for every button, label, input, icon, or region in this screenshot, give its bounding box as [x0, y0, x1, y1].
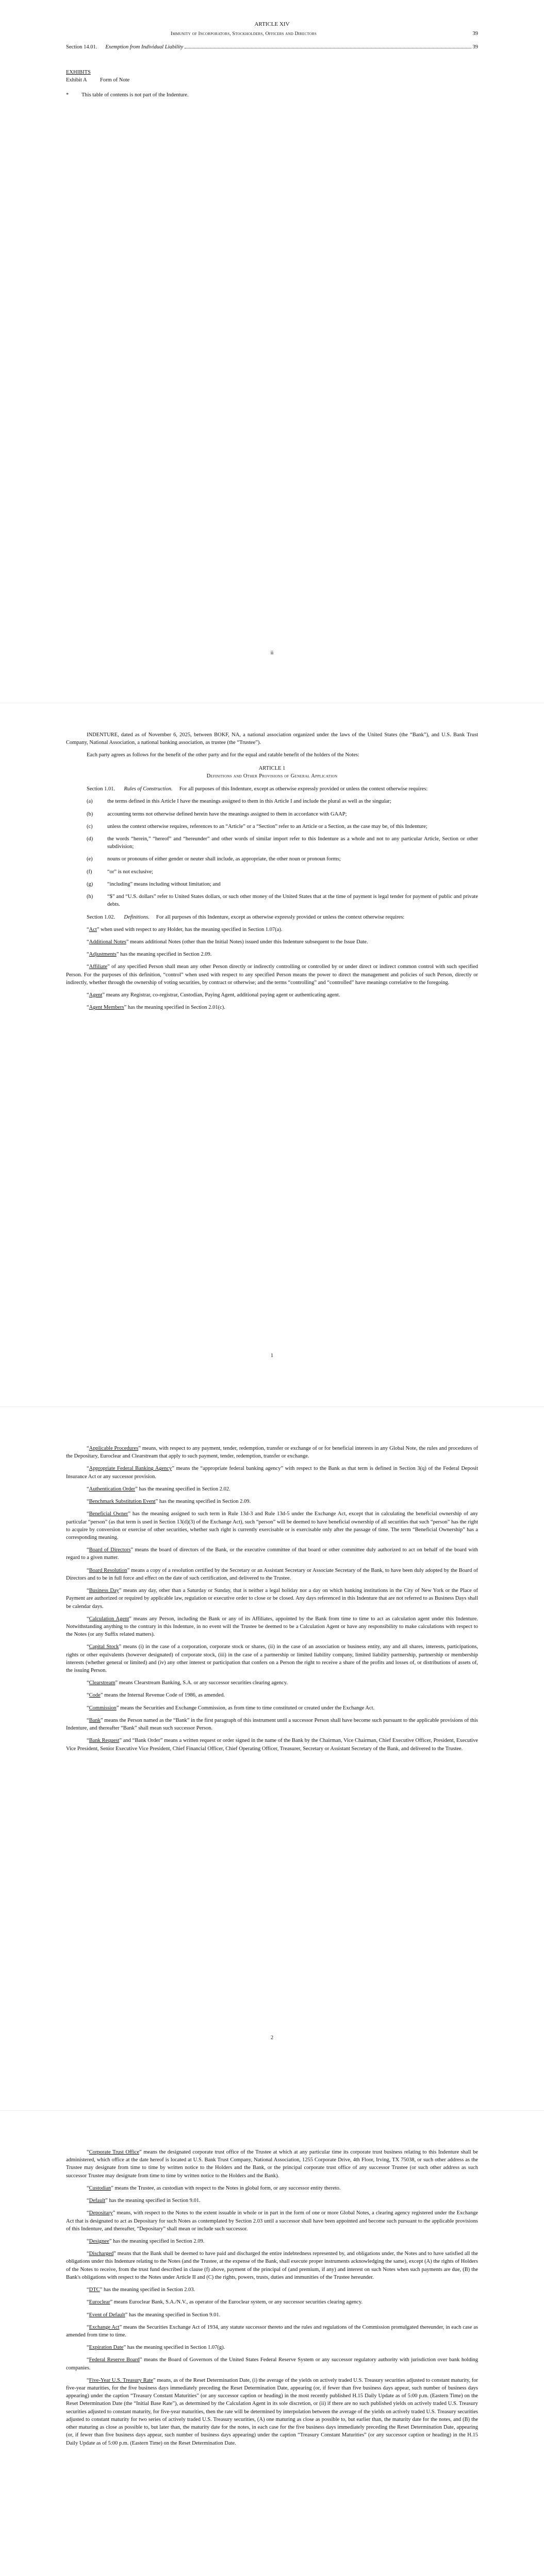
definition — [66, 2197, 478, 2205]
definition-text: ” means any day, other than a Saturday or Sunday, that is neither a legal holiday nor a day on which banking institutions in the City of New York or the Place of Payment are authorized or required by applicable law, regulation or executive order to close or be closed. Any days referenced in this Indenture that are not referred to as Business Days shall be calendar days. — [66, 1588, 478, 1609]
definition-text: ” means the Internal Revenue Code of 1986, as amended. — [100, 1692, 225, 1699]
definition — [66, 1498, 478, 1505]
definition-open-quote: “ — [87, 1717, 89, 1723]
section-1-01 — [66, 785, 478, 793]
definition-open-quote: “ — [87, 1499, 89, 1505]
definition-open-quote: “ — [87, 1446, 89, 1451]
construction-item — [87, 810, 478, 818]
item-text: “or” is not exclusive; — [107, 869, 153, 875]
definition-term: Depositary — [89, 2210, 113, 2216]
definition — [66, 1465, 478, 1480]
definition-term: Designee — [89, 2238, 109, 2244]
definition-term: Clearstream — [89, 1680, 116, 1686]
item-text: unless the context otherwise requires, references to an “Article” or a “Section” refer to an Article or a Section, as the case may be, of this Indenture; — [107, 823, 427, 829]
toc-section-num: Section 14.01. — [66, 44, 97, 50]
definition — [66, 1546, 478, 1562]
definition-open-quote: “ — [87, 1005, 89, 1011]
item-text: the terms defined in this Article I have the meanings assigned to them in this Article I and include the plural as well as the singular; — [107, 799, 391, 805]
definition — [66, 926, 478, 934]
page-1 — [0, 703, 544, 1406]
definition — [66, 2209, 478, 2233]
definition — [66, 1485, 478, 1493]
definition-term: Agent — [89, 992, 103, 998]
definition-term: Federal Reserve Board — [89, 2357, 140, 2363]
party-agreement: Each party agrees as follows for the benefit of the other party and for the equal and ratable benefit of the holders of the Notes: — [87, 752, 359, 758]
definition — [66, 1615, 478, 1639]
toc-section-row — [66, 43, 478, 51]
definition-text: ” has the meaning specified in Section 9.01. — [125, 2312, 221, 2318]
item-label: (c) — [87, 823, 93, 829]
definition — [66, 2148, 478, 2180]
definition-text: ” means the Person named as the “Bank” in the first paragraph of this instrument until a successor Person shall have become such pursuant to the applicable provisions of this Indenture, and thereafter “Bank” shall mean such successor Person. — [66, 1717, 478, 1732]
definition-open-quote: “ — [87, 1680, 89, 1686]
page-2 — [0, 1406, 544, 2110]
definition-text: ” means the Board of Governors of the United States Federal Reserve System or any successor regulatory authority with jurisdiction over bank holding companies. — [66, 2357, 478, 2371]
definition-open-quote: “ — [87, 2324, 89, 2330]
definition-term: Additional Notes — [89, 939, 126, 945]
definition-text: ” means any Person, including the Bank or any of its Affiliates, appointed by the Bank from time to time to act as calculation agent under this Indenture. Notwithstanding anything to the contrary in this Indenture, in no event will the Trustee be deemed to be a Calculation Agent or have any responsibility to make calculations with respect to the Notes (or any Suffix related matters). — [66, 1616, 478, 1638]
page-number: 2 — [270, 2035, 274, 2041]
section-1-01-title: Rules of Construction. — [124, 786, 173, 792]
definition — [66, 991, 478, 999]
definition-term: Agent Members — [89, 1005, 124, 1011]
item-label: (b) — [87, 811, 93, 817]
definition — [66, 1004, 478, 1011]
definition-text: ” means the Securities and Exchange Commission, as from time to time constituted or created under the Exchange Act. — [116, 1705, 375, 1711]
definition-open-quote: “ — [87, 2210, 89, 2216]
definition — [66, 1587, 478, 1611]
item-label: (g) — [87, 881, 93, 887]
definition-term: Event of Default — [89, 2312, 125, 2318]
definition-term: Bank Request — [89, 1738, 120, 1744]
definition-open-quote: “ — [87, 2312, 89, 2318]
definition-open-quote: “ — [87, 1567, 89, 1573]
definition — [66, 2250, 478, 2281]
item-label: (f) — [87, 869, 92, 875]
item-text: accounting terms not otherwise defined herein have the meanings assigned to them in accordance with GAAP; — [107, 811, 347, 817]
definition-term: Beneficial Owner — [89, 1511, 128, 1517]
definition — [66, 1510, 478, 1541]
definition-open-quote: “ — [87, 1616, 89, 1622]
definition-term: Code — [89, 1692, 101, 1699]
definition-term: Capital Stock — [89, 1644, 119, 1650]
definition — [66, 2377, 478, 2447]
definition-text: ” means (i) in the case of a corporation, corporate stock or shares, (ii) in the case of an association or business entity, any and all shares, interests, participations, rights or other equivalents (however designated) of corporate stock, (iii) in the case of a partnership or limited liability company, limited liability partnership, partnership or membership interests (whether general or limited) and (iv) any other interest or participation that confers on a Person the right to receive a share of the profits and losses of, or distributions of assets of, the issuing Person. — [66, 1644, 478, 1674]
definition — [66, 1679, 478, 1687]
article-1-title: Definitions and Other Provisions of General Application — [206, 773, 338, 779]
construction-items — [66, 798, 478, 908]
definition — [66, 2356, 478, 2371]
definition-text: ” means the board of directors of the Bank, or the executive committee of that board or other committee duly authorized to act on behalf of the board with regard to a given matter. — [66, 1547, 478, 1561]
definition-open-quote: “ — [87, 2238, 89, 2244]
definition-open-quote: “ — [87, 926, 89, 933]
definition-text: ” and “Bank Order” means a written request or order signed in the name of the Bank by the Chairman, Vice Chairman, Chief Executive Officer, President, Executive Vice President, Senior Executive Vice President, Chief Financial Officer, Chief Operating Officer, Treasurer, Secretary or Assistant Secretary of the Bank, and delivered to the Trustee. — [66, 1738, 478, 1752]
definition-term: Commission — [89, 1705, 117, 1711]
definition — [66, 1445, 478, 1460]
definition-open-quote: “ — [87, 1738, 89, 1744]
definition-term: Discharged — [89, 2251, 114, 2257]
definition-open-quote: “ — [87, 1705, 89, 1711]
section-1-02-num: Section 1.02. — [87, 914, 116, 920]
definition-open-quote: “ — [87, 2299, 89, 2306]
definition — [66, 2344, 478, 2351]
article-1-heading: ARTICLE 1 — [258, 765, 286, 771]
exhibit-a-text: Form of Note — [100, 77, 130, 83]
definition — [66, 1737, 478, 1752]
section-1-02 — [66, 913, 478, 921]
definition-term: DTC — [89, 2287, 100, 2293]
section-1-01-num: Section 1.01. — [87, 786, 116, 792]
definition — [66, 2324, 478, 2339]
definition-text: ” has the meaning specified in Section 2.09. — [116, 952, 212, 958]
definition-term: Calculation Agent — [89, 1616, 129, 1622]
construction-item — [87, 880, 478, 888]
definition-term: Default — [89, 2198, 106, 2204]
definition-text: ” means, with respect to the Notes to the extent issuable in whole or in part in the form of one or more Global Notes, a clearing agency registered under the Exchange Act that is designated to act as Depositary for such Notes as contemplated by Section 2.03 until a successor shall have been appointed and become such pursuant to the applicable provisions of this Indenture, and thereafter, “Depositary” shall mean or include such successor. — [66, 2210, 478, 2232]
definition-term: Five-Year U.S. Treasury Rate — [89, 2377, 153, 2383]
section-1-01-text: For all purposes of this Indenture, except as otherwise expressly provided or unless the context otherwise requires: — [179, 786, 428, 792]
definition-open-quote: “ — [87, 2198, 89, 2204]
definition-open-quote: “ — [87, 1644, 89, 1650]
construction-item — [87, 868, 478, 876]
item-text: “including” means including without limitation; and — [107, 881, 221, 887]
exhibit-a-label: Exhibit A — [66, 77, 87, 83]
page-3 — [0, 2110, 544, 2576]
definition — [66, 2286, 478, 2294]
item-label: (e) — [87, 856, 93, 862]
exhibit-a-row — [66, 76, 478, 84]
toc-article-heading: ARTICLE XIV — [254, 21, 290, 27]
item-text: “$” and “U.S. dollars” refer to United States dollars, or such other money of the United States that at the time of payment is legal tender for payment of public and private debts. — [107, 894, 478, 908]
definition-term: Custodian — [89, 2185, 111, 2191]
definition-open-quote: “ — [87, 1486, 89, 1492]
definition-text: ” means that the Bank shall be deemed to have paid and discharged the entire indebtedness represented by, and obligations under, the Notes and to have satisfied all the obligations under this Indenture relating to the Notes (and the Trustee, at the expense of the Bank, shall execute proper instruments acknowledging the same), except (A) the rights of Holders of the Notes to receive, from the trust fund described in clause (f) above, payment of the principal of (and premium, if any) and interest on such Notes when such payments are due, (B) the Bank's obligations with respect to the Notes under Article II and (C) the rights, powers, trusts, duties and immunities of the Trustee hereunder. — [66, 2251, 478, 2280]
item-text: the words “herein,” “hereof” and “hereunder” and other words of similar import refer to this Indenture as a whole and not to any particular Article, Section or other subdivision; — [107, 836, 478, 850]
definition-text: ” has the meaning specified in Section 1.07(g). — [123, 2345, 225, 2351]
definitions-list — [66, 926, 478, 1012]
definition-open-quote: “ — [87, 1692, 89, 1699]
definition-text: ” means Euroclear Bank, S.A./N.V., as operator of the Euroclear system, or any successor securities clearing agency. — [110, 2299, 363, 2306]
definition-term: Euroclear — [89, 2299, 110, 2306]
definition-open-quote: “ — [87, 1547, 89, 1553]
item-label: (d) — [87, 836, 93, 842]
footnote-text: This table of contents is not part of the Indenture. — [81, 92, 189, 98]
item-label: (h) — [87, 894, 93, 900]
footnote-mark: * — [66, 92, 69, 98]
page-toc — [0, 0, 544, 703]
definition — [66, 1704, 478, 1712]
definition-text: ” means the designated corporate trust office of the Trustee at which at any particular time its corporate trust business relating to this Indenture shall be administered, which office at the date hereof is located at U.S. Bank Trust Company, National Association, 1255 Corporate Drive, 4th Floor, Irving, TX 75038, or such other address as the Trustee may designate from time to time by written notice to the Holders and the Bank, or the principal corporate trust office of any successor Trustee (or such other address as such successor Trustee may designate from time to time by written notice to the Holders and the Bank). — [66, 2149, 479, 2179]
definition-text: ” means Clearstream Banking, S.A. or any successor securities clearing agency. — [115, 1680, 288, 1686]
definition — [66, 938, 478, 946]
definition-term: Authentication Order — [89, 1486, 136, 1492]
exhibits-heading: EXHIBITS — [66, 69, 91, 75]
definition-term: Adjustments — [89, 952, 117, 958]
definition-term: Affiliate — [89, 964, 108, 970]
definition — [66, 2311, 478, 2319]
toc-section-page: 39 — [472, 44, 478, 50]
construction-item — [87, 855, 478, 863]
definition-open-quote: “ — [87, 939, 89, 945]
definition-text: ” has the meaning specified in Section 2.09. — [155, 1499, 251, 1505]
definition-text: ” means additional Notes (other than the Initial Notes) issued under this Indenture subsequent to the Issue Date. — [126, 939, 368, 945]
definition-text: ” means the Securities Exchange Act of 1934, any statute successor thereto and the rules and regulations of the Commission promulgated thereunder, in each case as amended from time to time. — [66, 2324, 478, 2338]
definition-text: ” means any Registrar, co-registrar, Custodian, Paying Agent, additional paying agent or authenticating agent. — [102, 992, 340, 998]
definitions-list — [66, 2148, 478, 2447]
definition — [66, 1643, 478, 1674]
definition — [66, 951, 478, 958]
definition-text: ” has the meaning specified in Section 9.01. — [105, 2198, 201, 2204]
definition-open-quote: “ — [87, 2357, 89, 2363]
definition-term: Applicable Procedures — [89, 1446, 139, 1451]
toc-section-title: Exemption from Individual Liability — [105, 44, 184, 50]
definition-term: Board Resolution — [89, 1567, 127, 1573]
construction-item — [87, 823, 478, 831]
definition-term: Expiration Date — [89, 2345, 124, 2351]
definition-open-quote: “ — [87, 2185, 89, 2191]
definition-term: Benchmark Substitution Event — [89, 1499, 156, 1505]
definition-open-quote: “ — [87, 2287, 89, 2293]
definition — [66, 2238, 478, 2245]
definition-open-quote: “ — [87, 952, 89, 958]
definition-open-quote: “ — [87, 2377, 89, 2383]
definition-term: Exchange Act — [89, 2324, 120, 2330]
definition-open-quote: “ — [87, 2149, 89, 2155]
toc-footnote — [66, 91, 478, 99]
definition-term: Appropriate Federal Banking Agency — [89, 1466, 172, 1472]
definition-text: ” means a copy of a resolution certified by the Secretary or an Assistant Secretary or Associate Secretary of the Bank, to have been duly adopted by the Board of Directors and to be in full force and effect on the date of such certification, and delivered to the Trustee. — [66, 1567, 478, 1581]
construction-item — [87, 798, 478, 805]
definition — [66, 963, 478, 987]
definition-term: Board of Directors — [89, 1547, 131, 1553]
toc-article-page: 39 — [472, 30, 478, 37]
definition-text: ” has the meaning specified in Section 2.01(c). — [124, 1005, 225, 1011]
definition — [66, 1717, 478, 1732]
definition-open-quote: “ — [87, 1466, 89, 1472]
section-1-02-title: Definitions. — [124, 914, 150, 920]
definition-text: ” has the meaning specified in Section 2.02. — [135, 1486, 230, 1492]
definition-term: Bank — [89, 1717, 101, 1723]
definition-text: ” has the meaning specified in Section 2.03. — [100, 2287, 195, 2293]
definition-text: ” means the Trustee, as custodian with respect to the Notes in global form, or any successor entity thereto. — [111, 2185, 341, 2191]
page-number: 1 — [270, 1353, 274, 1359]
definition — [66, 2184, 478, 2192]
definition-term: Corporate Trust Office — [89, 2149, 139, 2155]
definition-text: ” has the meaning specified in Section 2.09. — [109, 2238, 205, 2244]
definition — [66, 1691, 478, 1699]
item-label: (a) — [87, 799, 93, 805]
page-number: ii — [270, 650, 274, 656]
indenture-intro: INDENTURE, dated as of November 6, 2025, between BOKF, NA, a national association organized under the laws of the United States (the “Bank”), and U.S. Bank Trust Company, National Association, a national banking association, as trustee (the “Trustee”). — [66, 732, 478, 746]
section-1-02-text: For all purposes of this Indenture, except as otherwise expressly provided or unless the context otherwise requires: — [156, 914, 405, 920]
definition-open-quote: “ — [87, 992, 89, 998]
definition-text: ” means, as of the Reset Determination Date, (i) the average of the yields on actively traded U.S. Treasury securities adjusted to constant maturity, for five-year maturities, for the five business days immediately preceding the Reset Determination Date, appearing (or, if fewer than five business days appear, such number of business days appearing) under the caption “Treasury Constant Maturities” (or any successor caption or heading) in the most recently published H.15 Daily Update as of 5:00 p.m. (Eastern Time) on the Reset Determination Date (the “Initial Base Rate”), as determined by the Calculation Agent in its sole discretion, or (ii) if there are no such published yields on actively traded U.S. Treasury securities adjusted to constant maturity, for five-year maturities, then the rate will be determined by interpolation between the average of the yields on actively traded U.S. Treasury securities adjusted to constant maturity for two series of actively traded U.S. Treasury securities, (A) one maturing as close as possible to, but earlier than, the maturity date for the notes, and (B) the other maturing as close as possible to, but later than, the maturity date for the notes, in each case for the five business days immediately preceding the Reset Determination Date, appearing (or, if fewer than five business days appear, such number of business days appearing) under the caption “Treasury Constant Maturities” (or any successor caption or heading) in the H.15 Daily Update as of 5:00 p.m. (Eastern Time) on the Reset Determination Date. — [66, 2377, 478, 2446]
item-text: nouns or pronouns of either gender or neuter shall include, as appropriate, the other noun or pronoun forms; — [107, 856, 341, 862]
definition-text: ” means the “appropriate federal banking agency” with respect to the Bank as that term is defined in Section 3(q) of the Federal Deposit Insurance Act or any successor provision. — [66, 1466, 478, 1480]
toc-article-row — [66, 30, 478, 38]
definition-open-quote: “ — [87, 2251, 89, 2257]
definition-term: Act — [89, 926, 97, 933]
definitions-list — [66, 1445, 478, 1753]
definition-term: Business Day — [89, 1588, 119, 1594]
toc-article-title: Immunity of Incorporators, Stockholders, Officers and Directors — [171, 31, 317, 37]
definition-open-quote: “ — [87, 2345, 89, 2351]
definition-open-quote: “ — [87, 1588, 89, 1594]
definition-open-quote: “ — [87, 964, 89, 970]
definition — [66, 1567, 478, 1582]
definition-text: ” when used with respect to any Holder, has the meaning specified in Section 1.07(a). — [96, 926, 283, 933]
definition — [66, 2298, 478, 2306]
definition-open-quote: “ — [87, 1511, 89, 1517]
construction-item — [87, 893, 478, 908]
definition-text: ” has the meaning assigned to such term in Rule 13d-3 and Rule 13d-5 under the Exchange Act, except that in calculating the beneficial ownership of any particular “person” (as that term is used in Section 13(d)(3) of the Exchange Act), such “person” will be deemed to have beneficial ownership of all securities that such “person” has the right to acquire by conversion or exercise of other securities, whether such right is currently exercisable or is exercisable only after the passage of time. The term “Beneficial Ownership” has a corresponding meaning. — [66, 1511, 479, 1540]
construction-item — [87, 835, 478, 851]
definition-text: ” means, with respect to any payment, tender, redemption, transfer or exchange of or for beneficial interests in any Global Note, the rules and procedures of the Depositary, Euroclear and Clearstream that apply to such payment, tender, redemption, transfer or exchange. — [66, 1446, 479, 1460]
definition-text: ” of any specified Person shall mean any other Person directly or indirectly controlling or controlled by or under direct or indirect common control with such specified Person. For the purposes of this definition, “control” when used with respect to any specified Person means the power to direct the management and policies of such Person, directly or indirectly, whether through the ownership of voting securities, by contract or otherwise; and the terms “controlling” and “controlled” have meanings correlative to the foregoing. — [66, 964, 478, 986]
